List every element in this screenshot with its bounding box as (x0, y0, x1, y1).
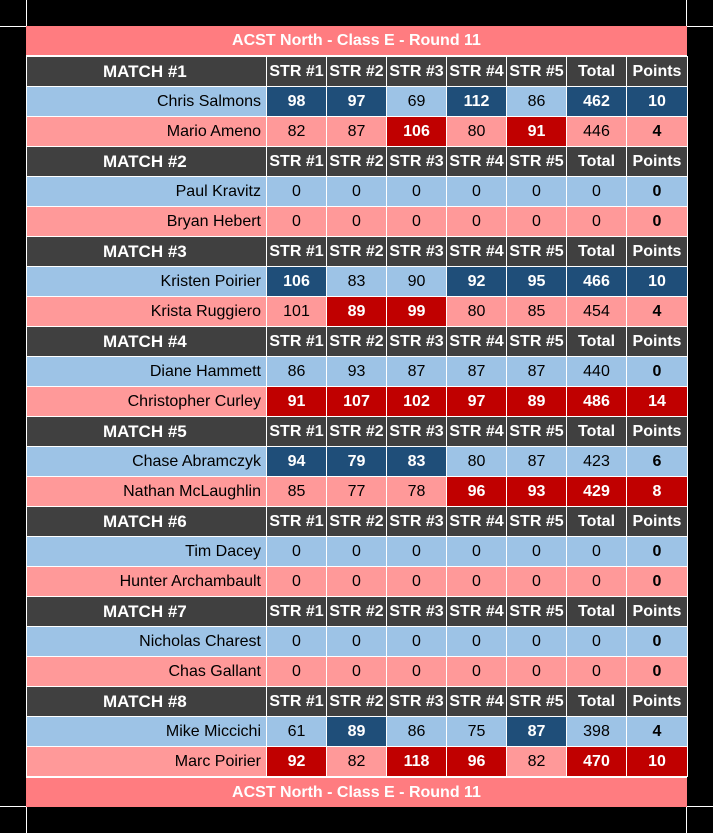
column-header: Total (567, 237, 627, 267)
column-header: STR #2 (327, 57, 387, 87)
column-header: STR #5 (507, 507, 567, 537)
string-score: 99 (387, 297, 447, 327)
column-header: STR #5 (507, 687, 567, 717)
frame-tick (686, 807, 687, 833)
string-score: 112 (447, 87, 507, 117)
player-row (27, 87, 688, 117)
total-score: 429 (567, 477, 627, 507)
match-header-row (27, 327, 688, 357)
column-header: Total (567, 687, 627, 717)
column-header: STR #5 (507, 57, 567, 87)
points-score: 0 (627, 657, 688, 687)
string-score: 86 (507, 87, 567, 117)
frame-tick (686, 0, 687, 26)
string-score: 0 (387, 627, 447, 657)
string-score: 78 (387, 477, 447, 507)
match-label: MATCH #7 (27, 597, 267, 627)
string-score: 80 (447, 447, 507, 477)
string-score: 93 (327, 357, 387, 387)
string-score: 102 (387, 387, 447, 417)
string-score: 87 (507, 447, 567, 477)
string-score: 0 (327, 657, 387, 687)
column-header: Points (627, 597, 688, 627)
player-name: Mike Miccichi (27, 717, 267, 747)
string-score: 106 (387, 117, 447, 147)
total-score: 462 (567, 87, 627, 117)
total-score: 470 (567, 747, 627, 777)
string-score: 90 (387, 267, 447, 297)
column-header: Total (567, 57, 627, 87)
player-row (27, 717, 688, 747)
column-header: Total (567, 507, 627, 537)
column-header: STR #1 (267, 687, 327, 717)
string-score: 82 (267, 117, 327, 147)
column-header: STR #1 (267, 57, 327, 87)
points-score: 6 (627, 447, 688, 477)
results-rows (27, 57, 688, 777)
string-score: 94 (267, 447, 327, 477)
column-header: STR #3 (387, 417, 447, 447)
match-label: MATCH #5 (27, 417, 267, 447)
string-score: 0 (327, 537, 387, 567)
column-header: STR #4 (447, 597, 507, 627)
points-score: 10 (627, 87, 688, 117)
match-label: MATCH #2 (27, 147, 267, 177)
string-score: 61 (267, 717, 327, 747)
string-score: 118 (387, 747, 447, 777)
points-score: 0 (627, 177, 688, 207)
match-label: MATCH #8 (27, 687, 267, 717)
total-score: 440 (567, 357, 627, 387)
column-header: STR #2 (327, 687, 387, 717)
points-score: 4 (627, 117, 688, 147)
string-score: 0 (447, 537, 507, 567)
string-score: 0 (447, 177, 507, 207)
string-score: 107 (327, 387, 387, 417)
total-score: 0 (567, 567, 627, 597)
column-header: Total (567, 417, 627, 447)
string-score: 77 (327, 477, 387, 507)
string-score: 0 (447, 207, 507, 237)
string-score: 87 (387, 357, 447, 387)
column-header: Points (627, 327, 688, 357)
string-score: 87 (507, 717, 567, 747)
player-row (27, 537, 688, 567)
string-score: 92 (267, 747, 327, 777)
column-header: Total (567, 147, 627, 177)
string-score: 0 (507, 627, 567, 657)
string-score: 0 (387, 177, 447, 207)
total-score: 0 (567, 537, 627, 567)
string-score: 89 (507, 387, 567, 417)
player-name: Nathan McLaughlin (27, 477, 267, 507)
total-score: 446 (567, 117, 627, 147)
string-score: 0 (387, 537, 447, 567)
string-score: 85 (507, 297, 567, 327)
string-score: 0 (327, 207, 387, 237)
column-header: Total (567, 597, 627, 627)
string-score: 82 (327, 747, 387, 777)
total-score: 0 (567, 657, 627, 687)
string-score: 79 (327, 447, 387, 477)
total-score: 454 (567, 297, 627, 327)
total-score: 0 (567, 627, 627, 657)
column-header: STR #2 (327, 237, 387, 267)
string-score: 97 (327, 87, 387, 117)
player-name: Tim Dacey (27, 537, 267, 567)
frame-tick (26, 0, 27, 26)
player-name: Mario Ameno (27, 117, 267, 147)
column-header: STR #2 (327, 417, 387, 447)
player-row (27, 747, 688, 777)
player-row (27, 297, 688, 327)
match-header-row (27, 507, 688, 537)
string-score: 0 (387, 207, 447, 237)
column-header: Points (627, 57, 688, 87)
total-score: 0 (567, 207, 627, 237)
frame-tick (26, 807, 27, 833)
match-label: MATCH #3 (27, 237, 267, 267)
total-score: 486 (567, 387, 627, 417)
string-score: 0 (267, 207, 327, 237)
column-header: STR #2 (327, 507, 387, 537)
string-score: 0 (447, 567, 507, 597)
string-score: 87 (447, 357, 507, 387)
string-score: 0 (507, 567, 567, 597)
string-score: 0 (327, 627, 387, 657)
column-header: STR #4 (447, 147, 507, 177)
string-score: 93 (507, 477, 567, 507)
player-name: Chase Abramczyk (27, 447, 267, 477)
string-score: 80 (447, 117, 507, 147)
string-score: 0 (447, 627, 507, 657)
string-score: 80 (447, 297, 507, 327)
player-row (27, 567, 688, 597)
string-score: 98 (267, 87, 327, 117)
player-name: Christopher Curley (27, 387, 267, 417)
column-header: STR #2 (327, 147, 387, 177)
string-score: 91 (507, 117, 567, 147)
match-label: MATCH #4 (27, 327, 267, 357)
total-score: 0 (567, 177, 627, 207)
player-row (27, 447, 688, 477)
string-score: 0 (447, 657, 507, 687)
column-header: STR #2 (327, 597, 387, 627)
string-score: 69 (387, 87, 447, 117)
player-name: Bryan Hebert (27, 207, 267, 237)
column-header: STR #3 (387, 507, 447, 537)
column-header: STR #3 (387, 57, 447, 87)
column-header: Total (567, 327, 627, 357)
points-score: 10 (627, 747, 688, 777)
match-label: MATCH #6 (27, 507, 267, 537)
column-header: STR #1 (267, 597, 327, 627)
string-score: 96 (447, 477, 507, 507)
column-header: Points (627, 507, 688, 537)
string-score: 0 (507, 537, 567, 567)
string-score: 95 (507, 267, 567, 297)
title-banner: ACST North - Class E - Round 11 (26, 26, 687, 56)
column-header: Points (627, 417, 688, 447)
string-score: 0 (327, 567, 387, 597)
match-header-row (27, 417, 688, 447)
column-header: STR #1 (267, 147, 327, 177)
string-score: 83 (387, 447, 447, 477)
points-score: 14 (627, 387, 688, 417)
results-sheet (26, 26, 687, 807)
player-name: Paul Kravitz (27, 177, 267, 207)
player-row (27, 387, 688, 417)
frame-tick (0, 806, 26, 807)
string-score: 96 (447, 747, 507, 777)
string-score: 0 (387, 567, 447, 597)
frame-tick (687, 806, 713, 807)
column-header: STR #4 (447, 417, 507, 447)
points-score: 0 (627, 207, 688, 237)
string-score: 0 (267, 627, 327, 657)
string-score: 85 (267, 477, 327, 507)
column-header: STR #4 (447, 327, 507, 357)
column-header: STR #1 (267, 507, 327, 537)
string-score: 92 (447, 267, 507, 297)
total-score: 466 (567, 267, 627, 297)
player-name: Chris Salmons (27, 87, 267, 117)
string-score: 0 (267, 567, 327, 597)
string-score: 0 (327, 177, 387, 207)
column-header: STR #3 (387, 327, 447, 357)
column-header: STR #5 (507, 237, 567, 267)
column-header: STR #5 (507, 147, 567, 177)
column-header: Points (627, 237, 688, 267)
player-name: Diane Hammett (27, 357, 267, 387)
string-score: 91 (267, 387, 327, 417)
match-header-row (27, 147, 688, 177)
column-header: STR #1 (267, 237, 327, 267)
player-row (27, 657, 688, 687)
frame-tick (687, 26, 713, 27)
points-score: 4 (627, 717, 688, 747)
results-table (26, 56, 688, 777)
player-row (27, 207, 688, 237)
total-score: 398 (567, 717, 627, 747)
string-score: 0 (507, 207, 567, 237)
string-score: 86 (267, 357, 327, 387)
match-header-row (27, 687, 688, 717)
string-score: 89 (327, 717, 387, 747)
frame-tick (0, 26, 26, 27)
player-name: Kristen Poirier (27, 267, 267, 297)
player-row (27, 477, 688, 507)
match-header-row (27, 57, 688, 87)
column-header: STR #5 (507, 417, 567, 447)
string-score: 0 (267, 537, 327, 567)
match-header-row (27, 597, 688, 627)
match-header-row (27, 237, 688, 267)
match-label: MATCH #1 (27, 57, 267, 87)
points-score: 0 (627, 627, 688, 657)
column-header: STR #3 (387, 147, 447, 177)
column-header: STR #1 (267, 417, 327, 447)
column-header: STR #5 (507, 327, 567, 357)
player-name: Marc Poirier (27, 747, 267, 777)
column-header: STR #4 (447, 507, 507, 537)
points-score: 10 (627, 267, 688, 297)
column-header: STR #5 (507, 597, 567, 627)
column-header: STR #4 (447, 687, 507, 717)
string-score: 87 (327, 117, 387, 147)
string-score: 0 (267, 177, 327, 207)
string-score: 75 (447, 717, 507, 747)
points-score: 0 (627, 537, 688, 567)
string-score: 0 (507, 177, 567, 207)
string-score: 89 (327, 297, 387, 327)
player-row (27, 177, 688, 207)
column-header: STR #2 (327, 327, 387, 357)
column-header: STR #3 (387, 687, 447, 717)
player-row (27, 117, 688, 147)
player-name: Nicholas Charest (27, 627, 267, 657)
column-header: Points (627, 147, 688, 177)
points-score: 8 (627, 477, 688, 507)
column-header: STR #1 (267, 327, 327, 357)
player-row (27, 267, 688, 297)
column-header: Points (627, 687, 688, 717)
string-score: 106 (267, 267, 327, 297)
string-score: 86 (387, 717, 447, 747)
string-score: 97 (447, 387, 507, 417)
player-row (27, 357, 688, 387)
string-score: 0 (267, 657, 327, 687)
player-name: Chas Gallant (27, 657, 267, 687)
string-score: 101 (267, 297, 327, 327)
string-score: 82 (507, 747, 567, 777)
points-score: 0 (627, 567, 688, 597)
column-header: STR #3 (387, 237, 447, 267)
points-score: 4 (627, 297, 688, 327)
footer-banner: ACST North - Class E - Round 11 (26, 777, 687, 807)
string-score: 0 (507, 657, 567, 687)
string-score: 87 (507, 357, 567, 387)
points-score: 0 (627, 357, 688, 387)
total-score: 423 (567, 447, 627, 477)
column-header: STR #4 (447, 57, 507, 87)
string-score: 83 (327, 267, 387, 297)
column-header: STR #3 (387, 597, 447, 627)
player-row (27, 627, 688, 657)
player-name: Hunter Archambault (27, 567, 267, 597)
player-name: Krista Ruggiero (27, 297, 267, 327)
string-score: 0 (387, 657, 447, 687)
column-header: STR #4 (447, 237, 507, 267)
